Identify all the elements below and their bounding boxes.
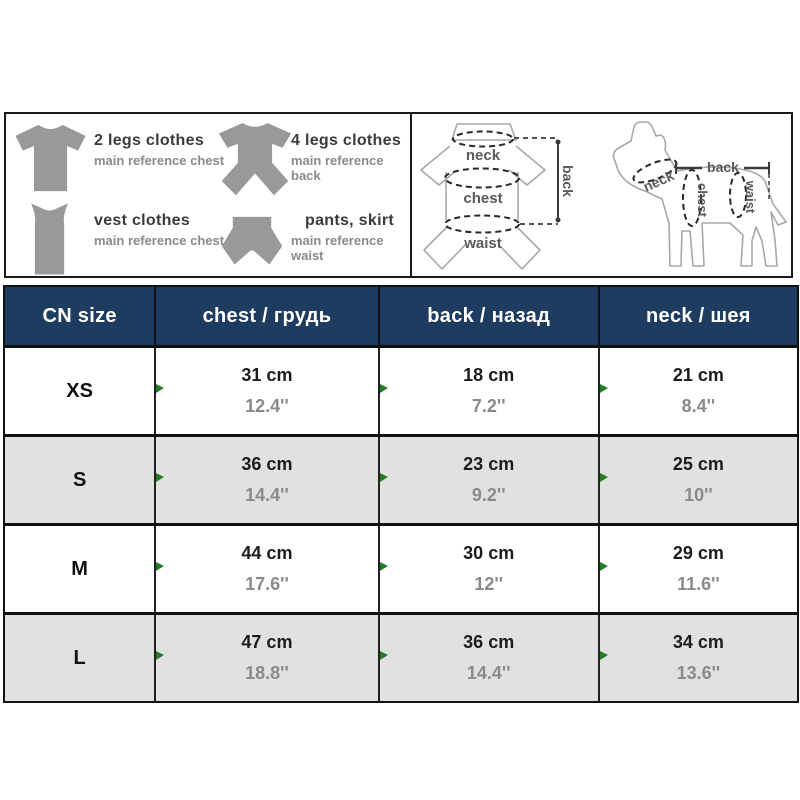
- value-cm: 47 cm: [241, 631, 293, 652]
- legend-item-vest: [94, 212, 224, 248]
- table-row-l: [5, 612, 797, 701]
- dog-back-label: back: [707, 159, 739, 175]
- value-cm: 25 cm: [672, 453, 724, 474]
- table-row-xs: [5, 345, 797, 434]
- dog-waist-label: waist: [743, 180, 758, 214]
- header-cn-size: CN size: [5, 287, 156, 345]
- value-cm: 36 cm: [463, 631, 515, 652]
- value-inches: 12.4'': [245, 396, 289, 417]
- dog-chest-label: chest: [695, 183, 710, 217]
- header-chest: chest / грудь: [156, 287, 379, 345]
- value-inches: 14.4'': [466, 663, 511, 684]
- value-cm: 23 cm: [463, 453, 515, 474]
- measurement-guide-panel: [4, 112, 793, 278]
- cell-neck-s: [600, 437, 797, 523]
- value-inches: 18.8'': [245, 663, 289, 684]
- cell-marker-icon: [380, 384, 388, 393]
- value-inches: 13.6'': [676, 663, 721, 684]
- legend-title: vest clothes: [94, 212, 191, 229]
- cell-marker-icon: [380, 651, 388, 660]
- cell-marker-icon: [156, 562, 164, 571]
- legend-subtitle: main reference chest: [94, 233, 225, 248]
- value-cm: 36 cm: [241, 453, 293, 474]
- value-inches: 11.6'': [677, 574, 720, 595]
- garment-neck-label: neck: [465, 147, 501, 164]
- cell-chest-l: [156, 615, 379, 701]
- value-cm: 30 cm: [463, 542, 515, 563]
- cell-marker-icon: [600, 651, 608, 660]
- garment-measurement-diagram: [412, 114, 602, 276]
- value-cm: 44 cm: [241, 542, 293, 563]
- size-table: [3, 285, 799, 703]
- table-row-m: [5, 523, 797, 612]
- value-cm: 18 cm: [463, 364, 515, 385]
- table-header-row: [5, 287, 797, 345]
- vest-icon: [25, 202, 74, 276]
- value-inches: 7.2'': [471, 396, 506, 417]
- header-neck: neck / шея: [646, 304, 751, 327]
- size-label: XS: [5, 348, 156, 434]
- cell-neck-m: [600, 526, 797, 612]
- clothing-types-legend: [6, 114, 408, 276]
- value-inches: 8.4'': [681, 396, 716, 417]
- value-inches: 12'': [474, 574, 503, 595]
- cell-back-xs: [380, 348, 600, 434]
- garment-chest-label: chest: [463, 190, 503, 207]
- size-label: L: [5, 615, 156, 701]
- cell-chest-s: [156, 437, 379, 523]
- legend-subtitle: main reference chest: [94, 153, 225, 168]
- cell-marker-icon: [380, 562, 388, 571]
- value-cm: 29 cm: [672, 542, 724, 563]
- value-cm: 21 cm: [672, 364, 724, 385]
- value-inches: 14.4'': [245, 485, 289, 506]
- legend-title: pants, skirt: [305, 212, 394, 229]
- four-legs-clothes-icon: [217, 121, 293, 201]
- cell-neck-xs: [600, 348, 797, 434]
- tshirt-icon: [13, 123, 88, 193]
- cell-chest-m: [156, 526, 379, 612]
- cell-neck-l: [600, 615, 797, 701]
- cell-back-s: [380, 437, 600, 523]
- dog-measurement-diagram: [602, 114, 791, 276]
- value-inches: 10'': [684, 485, 713, 506]
- cell-marker-icon: [156, 384, 164, 393]
- legend-item-2-legs: [94, 132, 224, 168]
- cell-back-l: [380, 615, 600, 701]
- cell-marker-icon: [156, 651, 164, 660]
- cell-back-m: [380, 526, 600, 612]
- legend-title: 2 legs clothes: [94, 132, 205, 149]
- legend-title: 4 legs clothes: [291, 132, 402, 149]
- header-back: back / назад: [380, 287, 600, 345]
- legend-subtitle: main reference waist: [291, 233, 384, 263]
- legend-subtitle: main reference back: [291, 153, 384, 183]
- size-label: S: [5, 437, 156, 523]
- cell-marker-icon: [600, 473, 608, 482]
- cell-marker-icon: [380, 473, 388, 482]
- dog-neck-label: neck: [640, 167, 677, 195]
- value-cm: 31 cm: [241, 364, 293, 385]
- legend-item-4-legs: [291, 132, 408, 183]
- pants-icon: [220, 214, 284, 271]
- table-row-s: [5, 434, 797, 523]
- value-cm: 34 cm: [672, 631, 724, 652]
- cell-chest-xs: [156, 348, 379, 434]
- legend-item-pants: [291, 212, 408, 263]
- value-inches: 9.2'': [471, 485, 506, 506]
- cell-marker-icon: [600, 384, 608, 393]
- cell-marker-icon: [600, 562, 608, 571]
- garment-waist-label: waist: [464, 235, 502, 252]
- value-inches: 17.6'': [245, 574, 289, 595]
- cell-marker-icon: [156, 473, 164, 482]
- garment-back-label: back: [560, 165, 576, 197]
- size-label: M: [5, 526, 156, 612]
